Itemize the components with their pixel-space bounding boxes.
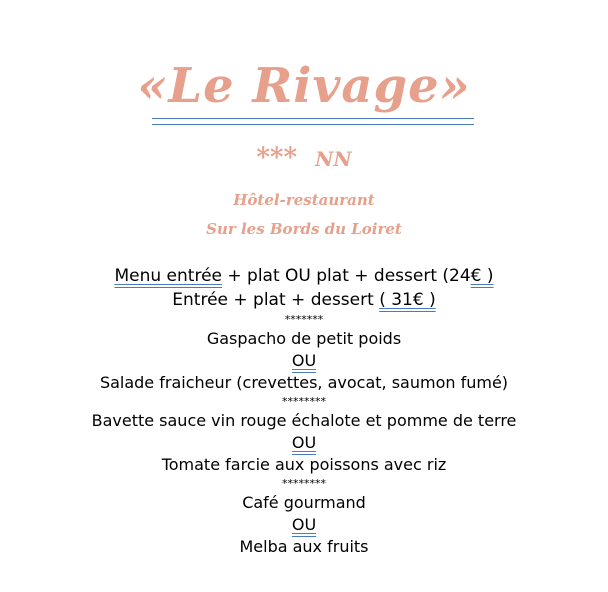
brand-double-underline xyxy=(152,118,474,125)
menu-formula-1-price: € ) xyxy=(470,266,494,286)
restaurant-name: «Le Rivage» xyxy=(137,58,471,114)
menu-formula-2 xyxy=(0,288,608,312)
subtitle-hotel-restaurant: Hôtel-restaurant xyxy=(233,191,375,209)
rating-stars: *** xyxy=(256,143,298,173)
separator: ******* xyxy=(284,313,324,326)
menu-formula-2-price: ( 31€ ) xyxy=(379,290,436,310)
dessert-option-2: Melba aux fruits xyxy=(239,537,369,556)
or-divider xyxy=(0,432,608,454)
starter-option-1: Gaspacho de petit poids xyxy=(206,329,402,348)
menu-formula-1-title: Menu entrée xyxy=(114,266,222,286)
or-label: OU xyxy=(291,351,317,370)
main-option-1: Bavette sauce vin rouge échalote et pomme de terre xyxy=(91,411,517,430)
or-divider xyxy=(0,350,608,372)
or-divider xyxy=(0,514,608,536)
menu-formula-1-text: + plat OU plat + dessert (24 xyxy=(221,266,471,286)
subtitle-location: Sur les Bords du Loiret xyxy=(206,220,402,238)
menu-body xyxy=(0,264,608,558)
dessert-option-1: Café gourmand xyxy=(242,493,366,512)
menu-formula-2-text: Entrée + plat + dessert xyxy=(172,290,380,310)
rating-line xyxy=(0,142,608,175)
menu-formula-1 xyxy=(0,264,608,288)
separator: ******** xyxy=(282,395,326,408)
separator: ******** xyxy=(282,477,326,490)
main-option-2: Tomate farcie aux poissons avec riz xyxy=(161,455,447,474)
or-label: OU xyxy=(291,433,317,452)
or-label: OU xyxy=(291,515,317,534)
starter-option-2: Salade fraicheur (crevettes, avocat, saumon fumé) xyxy=(99,373,509,392)
rating-nn: NN xyxy=(315,147,352,171)
